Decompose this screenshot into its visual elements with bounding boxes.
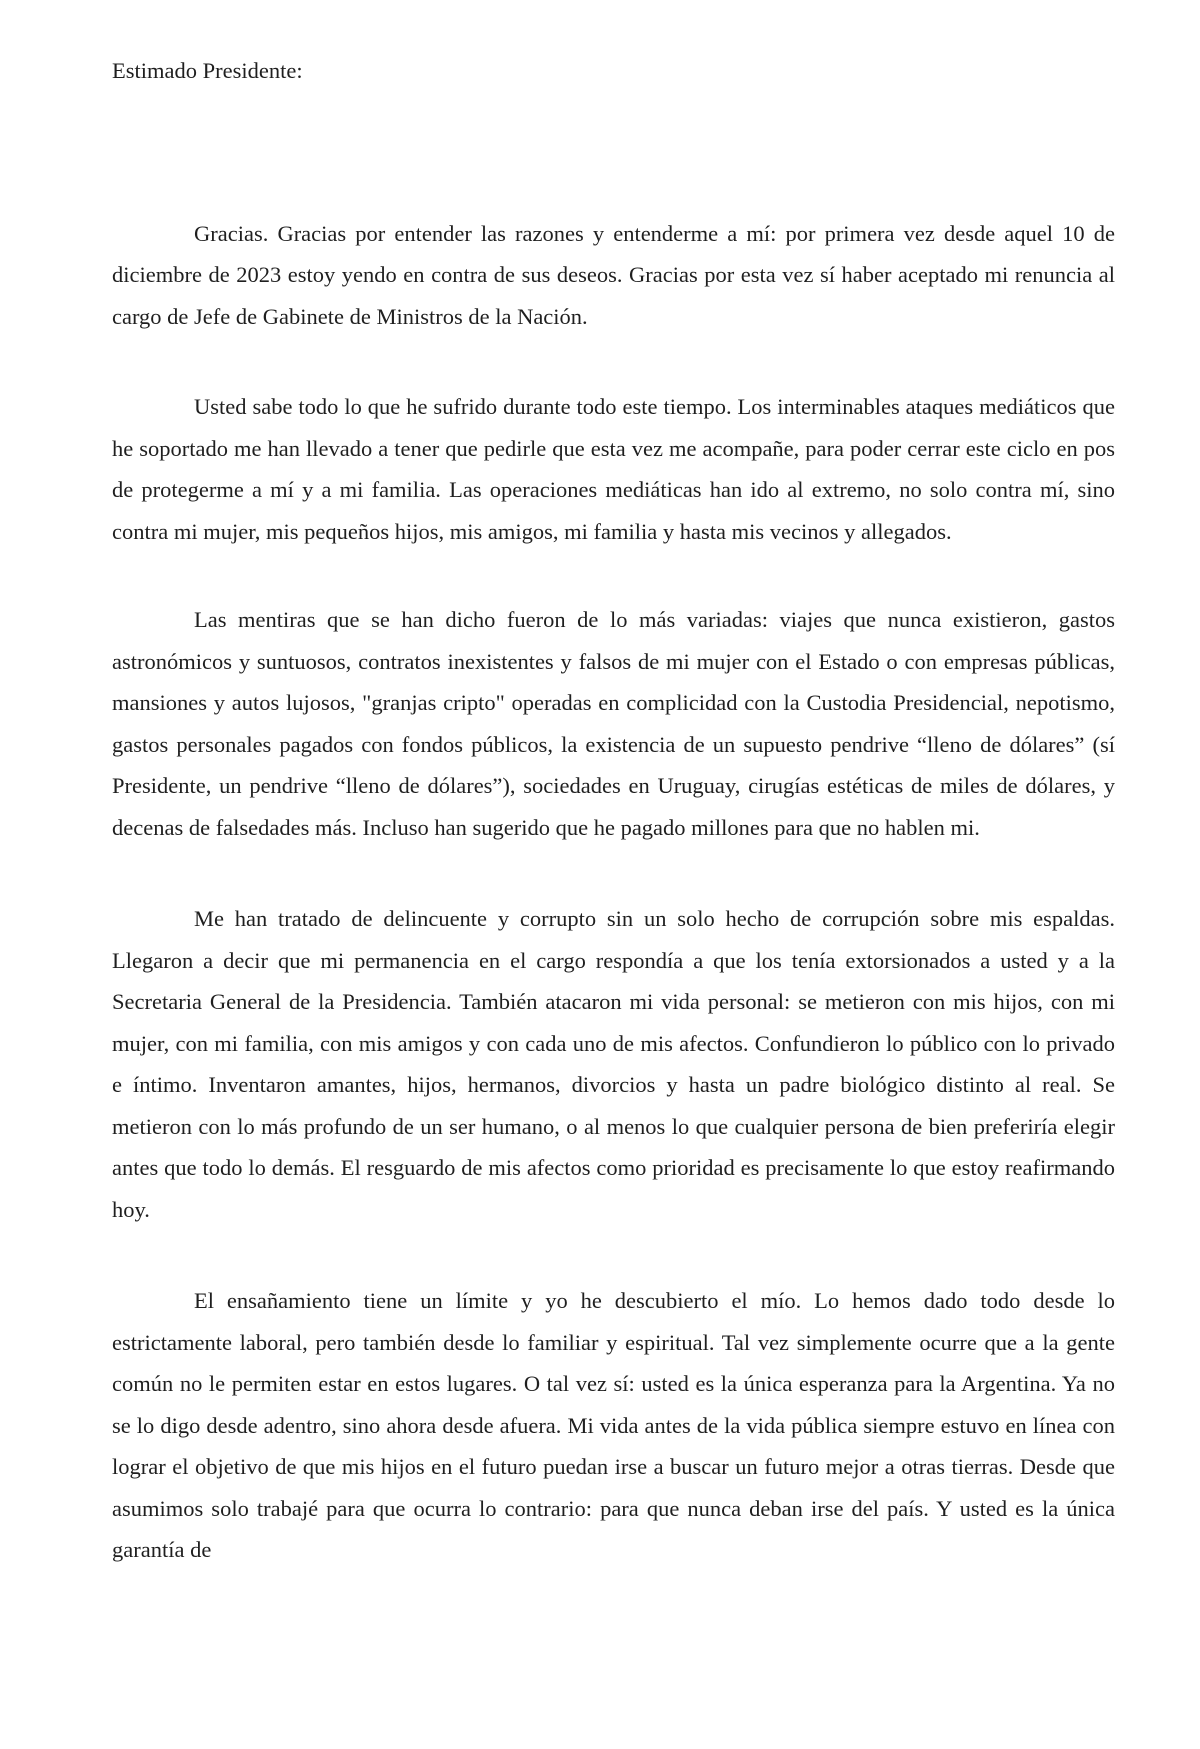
paragraph-lies: Las mentiras que se han dicho fueron de lo más variadas: viajes que nunca existieron, gastos astronómicos y suntuosos, contratos inexistentes y falsos de mi mujer con el Estado o con empresas públicas, mansiones y autos lujosos, "granjas cripto" operadas en complicidad con la Custodia Presidencial, nepotismo, gastos personales pagados con fondos públicos, la existencia de un supuesto pendrive “lleno de dólares” (sí Presidente, un pendrive “lleno de dólares”), sociedades en Uruguay, cirugías estéticas de miles de dólares, y decenas de falsedades más. Incluso han sugerido que he pagado millones para que no hablen mi. [112, 607, 1115, 840]
paragraph-limit: El ensañamiento tiene un límite y yo he descubierto el mío. Lo hemos dado todo desde lo estrictamente laboral, pero también desde lo familiar y espiritual. Tal vez simplemente ocurre que a la gente común no le permiten estar en estos lugares. O tal vez sí: usted es la única esperanza para la Argentina. Ya no se lo digo desde adentro, sino ahora desde afuera. Mi vida antes de la vida pública siempre estuvo en línea con lograr el objetivo de que mis hijos en el futuro puedan irse a buscar un futuro mejor a otras tierras. Desde que asumimos solo trabajé para que ocurra lo contrario: para que nunca deban irse del país. Y usted es la única garantía de [112, 1288, 1115, 1562]
paragraph-gratitude: Gracias. Gracias por entender las razones y entenderme a mí: por primera vez desde aquel 10 de diciembre de 2023 estoy yendo en contra de sus deseos. Gracias por esta vez sí haber aceptado mi renuncia al cargo de Jefe de Gabinete de Ministros de la Nación. [112, 220, 1115, 329]
paragraph-suffering: Usted sabe todo lo que he sufrido durante todo este tiempo. Los interminables ataques mediáticos que he soportado me han llevado a tener que pedirle que esta vez me acompañe, para poder cerrar este ciclo en pos de protegerme a mí y a mi familia. Las operaciones mediáticas han ido al extremo, no solo contra mí, sino contra mi mujer, mis pequeños hijos, mis amigos, mi familia y hasta mis vecinos y allegados. [112, 394, 1115, 544]
salutation: Estimado Presidente: [112, 58, 303, 83]
paragraph-personal-attacks: Me han tratado de delincuente y corrupto sin un solo hecho de corrupción sobre mis espaldas. Llegaron a decir que mi permanencia en el cargo respondía a que los tenía extorsionados a usted y a la Secretaria General de la Presidencia. También atacaron mi vida personal: se metieron con mis hijos, con mi mujer, con mi familia, con mis amigos y con cada uno de mis afectos. Confundieron lo público con lo privado e íntimo. Inventaron amantes, hijos, hermanos, divorcios y hasta un padre biológico distinto al real. Se metieron con lo más profundo de un ser humano, o al menos lo que cualquier persona de bien preferiría elegir antes que todo lo demás. El resguardo de mis afectos como prioridad es precisamente lo que estoy reafirmando hoy. [112, 906, 1115, 1222]
